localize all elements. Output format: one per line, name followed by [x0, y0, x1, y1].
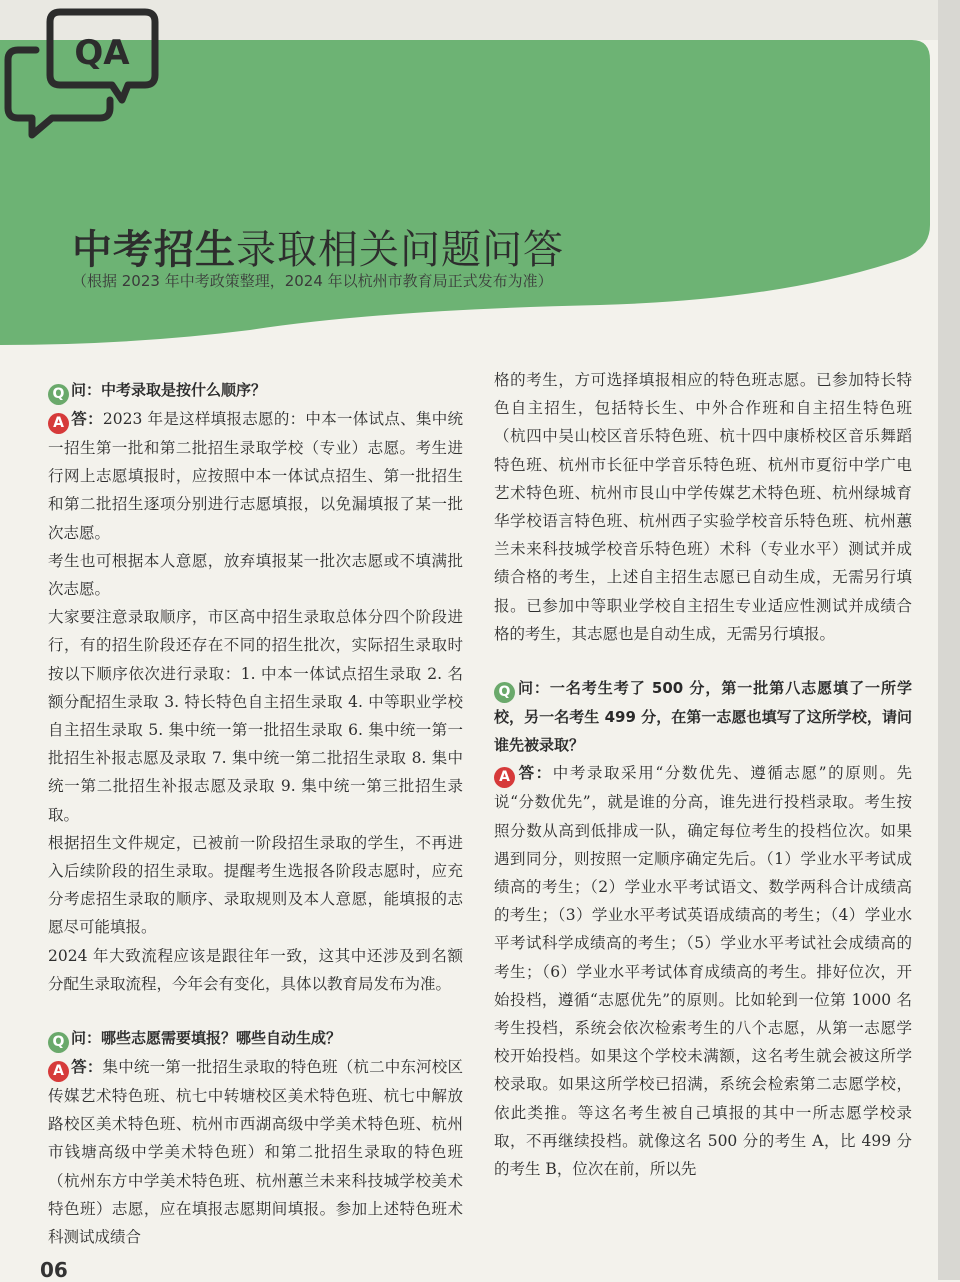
title-rest-part: 录取相关问题问答 [236, 227, 564, 273]
answer-label: 答： [71, 1057, 103, 1077]
answer-3-text: 中考录取采用“分数优先、遵循志愿”的原则。先说“分数优先”，就是谁的分高，谁先进行投档录取。考生按照分数从高到低排成一队，确定每位考生的投档位次。如果遇到同分，则按照一定顺序确定先后。（1）学业水平考试成绩高的考生；（2）学业水平考试语文、数学两科合计成绩高的考生；（3）学业水平考试英语成绩高的考生；（4）学业水平考试科学成绩高的考生；（5）学业水平考试社会成绩高的考生；（6）学业水平考试体育成绩高的考生。排好位次，开始投档，遵循“志愿优先”的原则。比如轮到一位第 1000 名考生投档，系统会依次检索考生的八个志愿，从第一志愿学校开始投档。如果这个学校未满额，这名考生就会被这所学校录取。如果这所学校已招满，系统会检索第二志愿学校，依此类推。等这名考生被自己填报的其中一所志愿学校录取，不再继续投档。就像这名 500 分的考生 A，比 499 分的考生 B，位次在前，所以先 [494, 764, 912, 1179]
answer-label: 答： [517, 763, 553, 783]
answer-1 [48, 405, 463, 547]
section-gap [494, 648, 912, 674]
question-label: 问： [517, 679, 550, 698]
page-subtitle: （根据 2023 年中考政策整理，2024 年以杭州市教育局正式发布为准） [72, 272, 553, 290]
page-number: 06 [40, 1258, 68, 1282]
question-badge-icon: Q [48, 1032, 69, 1053]
answer-1-paragraph: 大家要注意录取顺序，市区高中招生录取总体分四个阶段进行，有的招生阶段还存在不同的招生批次，实际招生录取时按以下顺序依次进行录取：1. 中本一体试点招生录取 2. 名额分配招生录取 3. 特长特色自主招生录取 4. 中等职业学校自主招生录取 5. 集中统一第一批招生录取 6. 集中统一第一批招生补报志愿及录取 7. 集中统一第二批招生录取 8. 集中统一第二批招生补报志愿及录取 9. 集中统一第三批招生录取。 [48, 608, 463, 824]
answer-2-continued: 格的考生，方可选择填报相应的特色班志愿。已参加特长特色自主招生，包括特长生、中外合作班和自主招生特色班（杭四中吴山校区音乐特色班、杭十四中康桥校区音乐舞蹈特色班、杭州市长征中学音乐特色班、杭州市夏衍中学广电艺术特色班、杭州市艮山中学传媒艺术特色班、杭州绿城育华学校语言特色班、杭州西子实验学校音乐特色班、杭州蕙兰未来科技城学校音乐特色班）术科（专业水平）测试并成绩合格的考生，上述自主招生志愿已自动生成，无需另行填报。已参加中等职业学校自主招生专业适应性测试并成绩合格的考生，其志愿也是自动生成，无需另行填报。 [494, 371, 912, 643]
question-1-text: 中考录取是按什么顺序？ [101, 381, 267, 399]
right-column [494, 366, 912, 1183]
question-2-text: 哪些志愿需要填报？哪些自动生成？ [101, 1029, 342, 1048]
answer-badge-icon: A [494, 767, 515, 788]
question-label: 问： [71, 1029, 102, 1048]
header-banner [0, 0, 960, 380]
page-title [72, 218, 564, 275]
qa-icon-text: QA [74, 33, 130, 73]
left-column [48, 376, 463, 1251]
page-right-edge [938, 0, 960, 1280]
answer-badge-icon: A [48, 1061, 69, 1082]
answer-1-paragraph: 根据招生文件规定，已被前一阶段招生录取的学生，不再进入后续阶段的招生录取。提醒考生选报各阶段志愿时，应充分考虑招生录取的顺序、录取规则及本人意愿，能填报的志愿尽可能填报。 [48, 833, 463, 937]
answer-badge-icon: A [48, 413, 69, 434]
title-bold-part: 中考招生 [72, 227, 236, 273]
answer-1-paragraph: 考生也可根据本人意愿，放弃填报某一批次志愿或不填满批次志愿。 [48, 551, 463, 599]
qa-bubble-icon [0, 0, 165, 140]
answer-2-text: 集中统一第一批招生录取的特色班（杭二中东河校区传媒艺术特色班、杭七中转塘校区美术特色班、杭七中解放路校区美术特色班、杭州市西湖高级中学美术特色班、杭州市钱塘高级中学美术特色班）和第二批招生录取的特色班（杭州东方中学美术特色班、杭州蕙兰未来科技城学校美术特色班）志愿，应在填报志愿期间填报。参加上述特色班术科测试成绩合 [48, 1058, 463, 1247]
answer-label: 答： [71, 409, 103, 428]
answer-1-text: 2023 年是这样填报志愿的：中本一体试点、集中统一招生第一批和第二批招生录取学校（专业）志愿。考生进行网上志愿填报时，应按照中本一体试点招生、第一批招生和第二批招生逐项分别进行志愿填报，以免漏填报了某一批次志愿。 [48, 410, 463, 542]
section-gap [48, 998, 463, 1024]
question-2 [48, 1024, 463, 1053]
question-3 [494, 674, 912, 759]
question-badge-icon: Q [494, 682, 515, 703]
question-badge-icon: Q [48, 384, 69, 405]
answer-3 [494, 759, 912, 1183]
question-label: 问： [71, 381, 102, 399]
answer-1-paragraph: 2024 年大致流程应该是跟往年一致，这其中还涉及到名额分配生录取流程，今年会有变化，具体以教育局发布为准。 [48, 946, 463, 993]
answer-2 [48, 1053, 463, 1251]
question-3-text: 一名考生考了 500 分，第一批第八志愿填了一所学校，另一名考生 499 分，在第一志愿也填写了这所学校，请问谁先被录取？ [494, 679, 912, 755]
question-1 [48, 376, 463, 405]
